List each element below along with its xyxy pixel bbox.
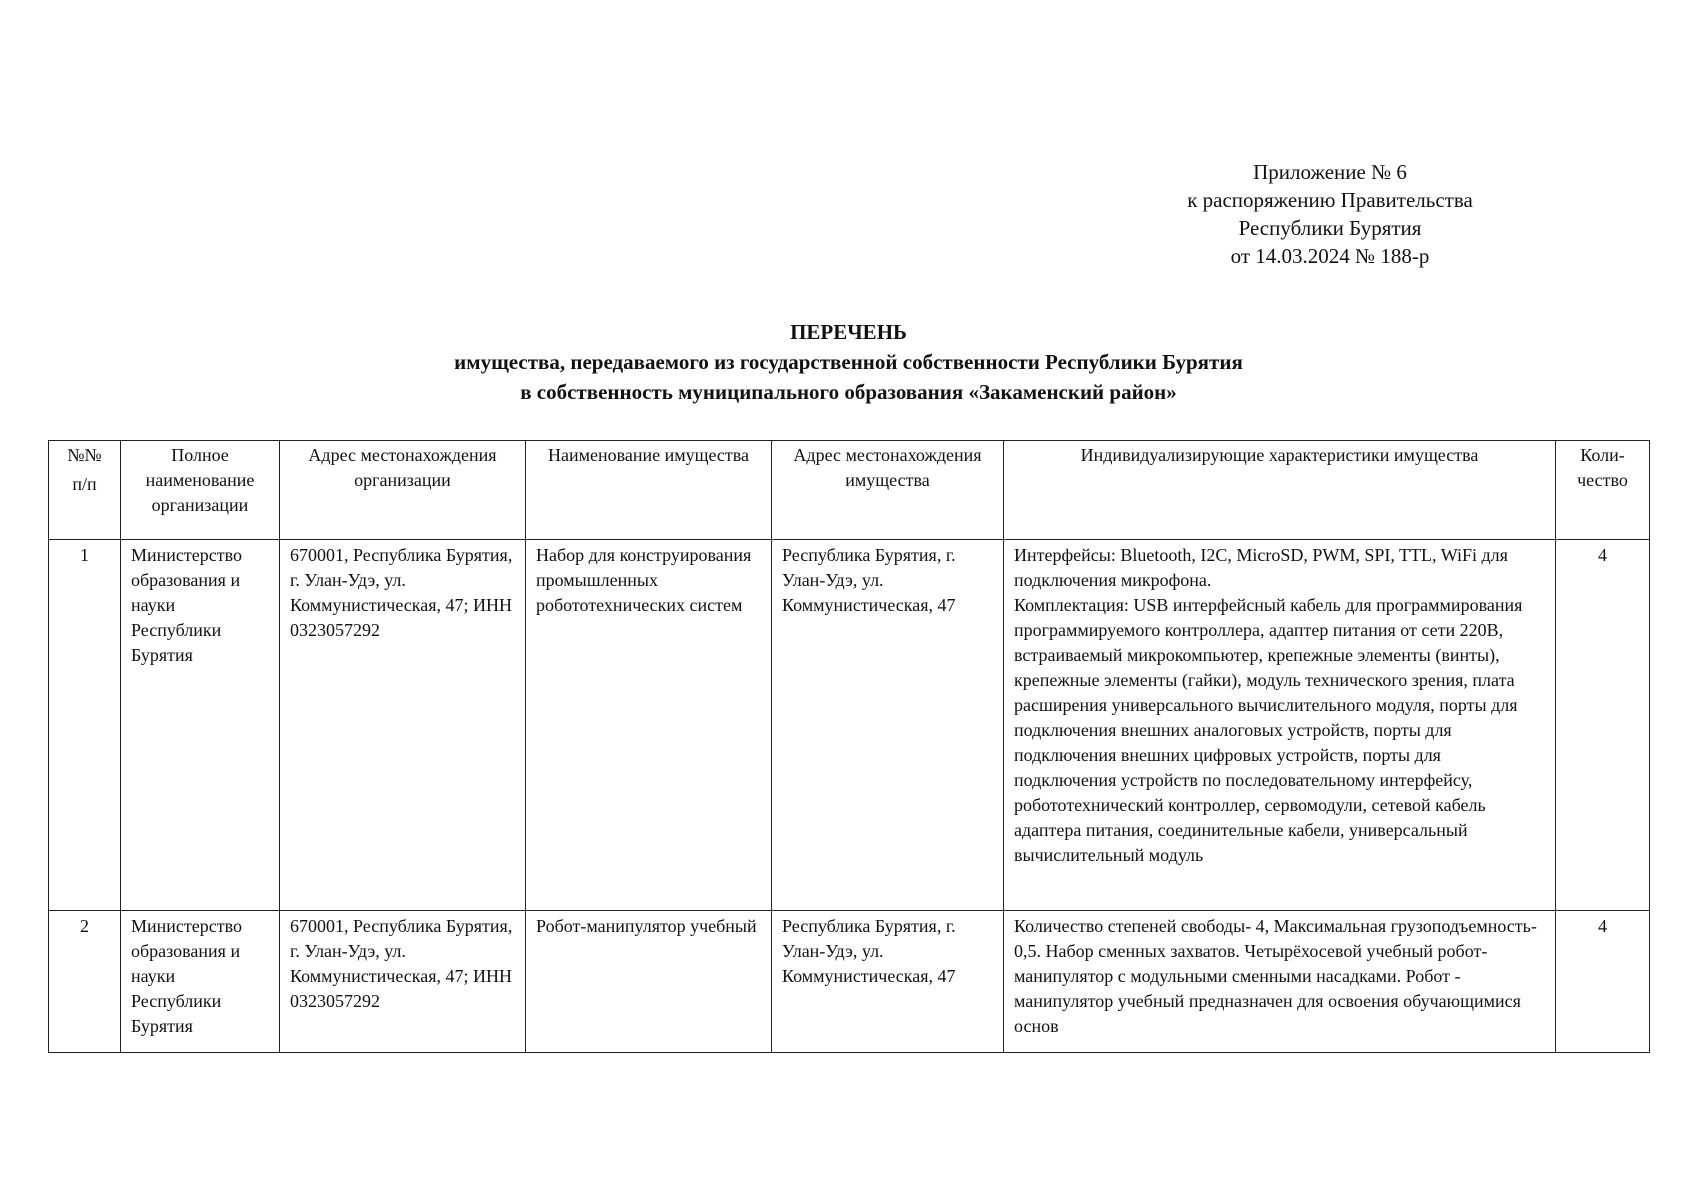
title-line-2: имущества, передаваемого из государственной собственности Республики Бурятия [454,350,1243,374]
table-row [49,540,1650,911]
header-property-address: Адрес местонахождения имущества [772,441,1004,540]
document-title [48,317,1649,407]
cell-org-name: Министерство образования и науки Республики Бурятия [121,911,280,1053]
header-quantity: Коли-чество [1556,441,1650,540]
header-characteristics: Индивидуализирующие характеристики имущества [1004,441,1556,540]
annex-number: Приложение № 6 [1253,160,1407,184]
cell-characteristics [1004,540,1556,911]
title-line-1: ПЕРЕЧЕНЬ [790,320,907,344]
header-num [49,441,121,540]
table-row [49,911,1650,1053]
cell-org-address: 670001, Республика Бурятия, г. Улан-Удэ, ул. Коммунистическая, 47; ИНН 0323057292 [280,911,526,1053]
characteristics-interfaces: Интерфейсы: Bluetooth, I2C, MicroSD, PWM, SPI, TTL, WiFi для подключения микрофона. [1014,545,1508,590]
header-property-name: Наименование имущества [526,441,772,540]
cell-num: 1 [49,540,121,911]
cell-quantity: 4 [1556,540,1650,911]
header-num-line1: №№ [67,445,102,465]
annex-order-ref: к распоряжению Правительства [1187,188,1473,212]
annex-header [1100,158,1560,270]
cell-characteristics: Количество степеней свободы- 4, Максимальная грузоподъемность- 0,5. Набор сменных захватов. Четырёхосевой учебный робот-манипулятор с модульными сменными насадками. Робот - манипулятор учебный предназначен для освоения обучающимися основ [1004,911,1556,1053]
table-header-row [49,441,1650,540]
cell-property-address: Республика Бурятия, г. Улан-Удэ, ул. Коммунистическая, 47 [772,540,1004,911]
header-org-name: Полное наименование организации [121,441,280,540]
property-table [48,440,1650,1053]
header-org-address: Адрес местонахождения организации [280,441,526,540]
characteristics-kit: Комплектация: USB интерфейсный кабель для программирования программируемого контроллера, адаптер питания от сети 220В, встраиваемый микрокомпьютер, крепежные элементы (винты), крепежные элементы (гайки), модуль технического зрения, плата расширения универсального вычислительного модуля, порты для подключения внешних аналоговых устройств, порты для подключения внешних цифровых устройств, порты для подключения устройств по последовательному интерфейсу, робототехнический контроллер, сервомодули, сетевой кабель адаптера питания, соединительные кабели, универсальный вычислительный модуль [1014,595,1523,865]
cell-org-address: 670001, Республика Бурятия, г. Улан-Удэ, ул. Коммунистическая, 47; ИНН 0323057292 [280,540,526,911]
cell-num: 2 [49,911,121,1053]
cell-property-name: Робот-манипулятор учебный [526,911,772,1053]
header-num-line2: п/п [72,474,97,494]
cell-property-name: Набор для конструирования промышленных робототехнических систем [526,540,772,911]
cell-property-address: Республика Бурятия, г. Улан-Удэ, ул. Коммунистическая, 47 [772,911,1004,1053]
cell-org-name: Министерство образования и науки Республики Бурятия [121,540,280,911]
annex-republic: Республики Бурятия [1238,216,1422,240]
annex-date: от 14.03.2024 № 188-р [1230,244,1430,268]
title-line-3: в собственность муниципального образования «Закаменский район» [520,380,1177,404]
cell-quantity: 4 [1556,911,1650,1053]
